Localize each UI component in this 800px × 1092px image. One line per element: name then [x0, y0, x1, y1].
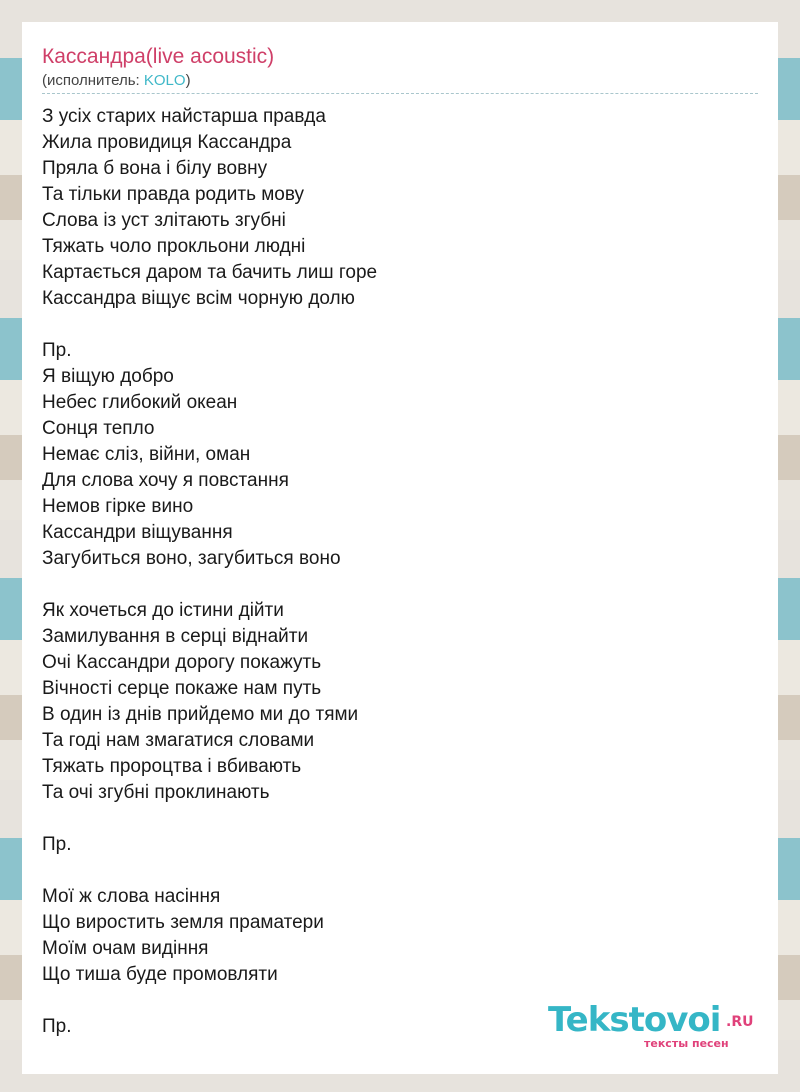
lyric-line: Немає сліз, війни, оман — [42, 444, 251, 465]
lyric-line: Для слова хочу я повстання — [42, 470, 289, 491]
stanza-break — [42, 312, 752, 338]
lyric-line: З усіх старих найстарша правда — [42, 106, 326, 127]
artist-prefix: (исполнитель: — [42, 72, 144, 89]
lyric-line: Вічності серце покаже нам путь — [42, 678, 322, 699]
lyric-line: Та годі нам змагатися словами — [42, 730, 315, 751]
stanza-break — [42, 858, 752, 884]
logo-tld: .RU — [726, 1014, 754, 1030]
lyric-line: Немов гірке вино — [42, 496, 194, 517]
lyric-line: Загубиться воно, загубиться воно — [42, 548, 341, 569]
artist-line — [42, 71, 191, 91]
lyric-line: Що виростить земля праматери — [42, 912, 324, 933]
lyric-line: В один із днів прийдемо ми до тями — [42, 704, 359, 725]
title-divider — [42, 93, 758, 94]
artist-link[interactable]: KOLO — [143, 72, 186, 89]
song-title: Кассандра(live acoustic) — [42, 45, 275, 68]
lyric-line: Кассандра віщує всім чорную долю — [42, 288, 355, 309]
logo-name: Tekstovoi — [548, 1000, 721, 1040]
lyric-line: Замилування в серці віднайти — [42, 626, 309, 647]
lyric-line: Сонця тепло — [42, 418, 155, 439]
lyric-line: Пряла б вона і білу вовну — [42, 158, 268, 179]
lyric-line: Та тільки правда родить мову — [42, 184, 305, 205]
stanza-break — [42, 572, 752, 598]
lyric-line: Тяжать чоло прокльони людні — [42, 236, 306, 257]
lyric-line: Пр. — [42, 1016, 72, 1037]
lyric-line: Картається даром та бачить лиш горе — [42, 262, 378, 283]
lyric-line: Мої ж слова насіння — [42, 886, 221, 907]
lyric-line: Очі Кассандри дорогу покажуть — [42, 652, 322, 673]
site-logo[interactable] — [548, 1000, 758, 1050]
lyric-line: Та очі згубні проклинають — [42, 782, 270, 803]
lyrics-card — [22, 22, 778, 1074]
lyric-line: Пр. — [42, 340, 72, 361]
lyric-line: Кассандри віщування — [42, 522, 233, 543]
logo-tagline: тексты песен — [644, 1037, 729, 1050]
lyric-line: Слова із уст злітають згубні — [42, 210, 286, 231]
lyric-line: Як хочеться до істини дійти — [42, 600, 284, 621]
stanza-break — [42, 806, 752, 832]
lyric-line: Моїм очам видіння — [42, 938, 209, 959]
lyric-line: Пр. — [42, 834, 72, 855]
lyric-line: Тяжать пророцтва і вбивають — [42, 756, 302, 777]
lyric-line: Що тиша буде промовляти — [42, 964, 278, 985]
lyric-line: Небес глибокий океан — [42, 392, 238, 413]
artist-suffix: ) — [185, 72, 191, 89]
lyric-line: Я віщую добро — [42, 366, 174, 387]
lyric-line: Жила провидиця Кассандра — [42, 132, 292, 153]
lyrics-body — [42, 104, 752, 1040]
